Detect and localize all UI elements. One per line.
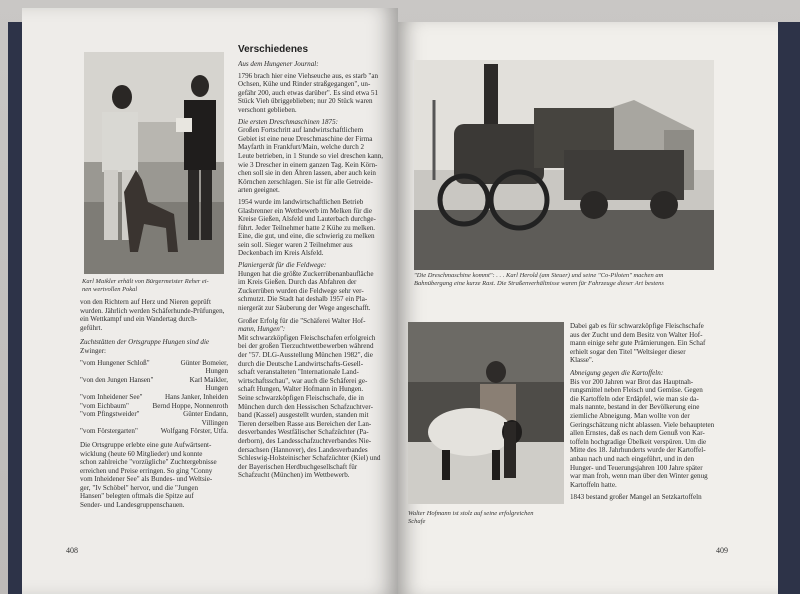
sheep-photo-image: [408, 322, 564, 504]
text-line: Seine schwarzköpfigen Fleischschafe, die in: [238, 393, 364, 402]
text-line: Sender- und Landesgruppenschauen.: [80, 501, 185, 510]
text-line: schmutzt. Die Stadt hat deshalb 1957 ein Pla-: [238, 295, 368, 304]
text-line: wie 3 Drescher in einem ganzen Tag. Kein Körn-: [238, 160, 378, 169]
caption-line: "Die Dreschmaschine kommt": . . . Karl Herold (am Steuer) und seine "Co-Piloten" machen am: [414, 272, 664, 279]
text-line: war man froh, wenn man über den Winter genug: [570, 472, 708, 481]
text-line: Tieren derselben Rasse aus Bereichen der Lan-: [238, 419, 372, 428]
zwinger-entry: [80, 393, 228, 402]
text-line: desverbandes Westfälischer Schafzüchter (Pa-: [238, 428, 369, 437]
sheep-photo-caption: [408, 510, 578, 526]
text-line: mals nannte, bestand in der Bevölkerung eine: [570, 403, 700, 412]
zwinger-place: Villingen: [201, 418, 228, 427]
text-line: geführt.: [80, 323, 103, 332]
text-line: Geringschätzung nicht ablassen. Viele behaupteten: [570, 420, 715, 429]
zwinger-entry: [80, 367, 228, 376]
zwinger-name: "vom Hungener Schloß": [80, 358, 150, 367]
planiergeraet-heading: Planiergerät für die Feldwege:: [238, 261, 327, 270]
text-line: toffeln hochgradige Übelkeit verspüren. Um die: [570, 437, 707, 446]
text-line: Hungen hat die größte Zuckerrübenanbaufläche: [238, 269, 374, 278]
zwinger-place: Hungen: [205, 384, 228, 393]
zwinger-name: "von den Jungen Hansen": [80, 375, 154, 384]
zwinger-owner: Karl Maikler,: [189, 375, 228, 384]
caption-line: Karl Maikler erhält von Bürgermeister Reher ei-: [82, 278, 209, 285]
text-line: die Kartoffeln oder Erdäpfel, wie man sie da-: [570, 394, 699, 403]
zwinger-entry: [80, 376, 228, 385]
text-line: Schleswig-Holsteinischer Schafzüchter (Kiel) und: [238, 454, 381, 463]
text-line: 1796 brach hier eine Viehseuche aus, es starb "an: [238, 71, 379, 80]
text-line: Klasse".: [570, 356, 594, 365]
text-line: Hansen" belegten oftmals die Spitze auf: [80, 492, 194, 501]
schaeferei-heading: mann, Hungen":: [238, 325, 286, 334]
text-line: Großen Fortschritt auf landwirtschaftlichem: [238, 126, 364, 135]
text-line: derborn), des Landesschafzuchtverbandes Nie-: [238, 436, 372, 445]
text-line: ein Wettkampf und ein Wandertag durch-: [80, 315, 197, 324]
zwinger-place: Hungen: [205, 367, 228, 376]
text-line: verschont geblieben.: [238, 105, 297, 114]
text-line: Glasbrenner ein Wettbewerb im Melken für die: [238, 206, 373, 215]
text-line: Gebiet ist eine neue Dreschmaschine der Firma: [238, 134, 373, 143]
zwinger-owner: Bernd Hoppe, Nonnenroth: [152, 401, 228, 410]
text-line: niergerät zur Säuberung der Wege angeschafft.: [238, 304, 371, 313]
text-line: im Kreis Gießen. Durch das Abfahren der: [238, 278, 357, 287]
right-page: [398, 22, 778, 594]
zwinger-entry: [80, 359, 228, 368]
text-line: wirtschaftsschau", war auch die Schäferei ge-: [238, 376, 368, 385]
page-number-left: 408: [66, 546, 78, 555]
caption-line: Bahnübergang eine kurze Rast. Die Straßenverhältnisse waren für Fahrzeuge dieser Art bestens: [414, 280, 664, 287]
zwinger-entry: [80, 384, 228, 393]
text-line: band (Kassel) ausgestellt wurden, standen mit: [238, 411, 369, 420]
zwinger-owner: Hans Janker, Inheiden: [165, 392, 228, 401]
caption-line: nen wertvollen Pokal: [82, 286, 138, 293]
text-line: Ochsen, Kühe und Rinder straßgegangen", un-: [238, 80, 371, 89]
text-line: Mitte des 18. Jahrhunderts wurde der Kartoffel-: [570, 446, 706, 455]
text-line: wicklung (heute 60 Mitglieder) und konnte: [80, 449, 203, 458]
text-line: ziemliche Abneigung. Man wollte von der: [570, 411, 690, 420]
text-line: wurden. Jährlich werden Schäferhunde-Prüfungen,: [80, 306, 225, 315]
text-line: Dabei gab es für schwarzköpfige Fleischschafe: [570, 322, 704, 330]
caption-line: Walter Hofmann ist stolz auf seine erfolgreichen: [408, 510, 534, 517]
zwinger-owner: Günter Bomeier,: [180, 358, 228, 367]
text-line: Mayfarth in Frankfurt/Main, welche durch 2: [238, 143, 365, 152]
dog-award-photo: [84, 52, 224, 274]
text-line: schaft veranstalteten "Internationale Land-: [238, 368, 359, 377]
zwinger-name: "vom Eichbaum": [80, 401, 129, 410]
text-line: München durch den Hessischen Schafzuchtver-: [238, 402, 373, 411]
zwinger-entry: [80, 410, 228, 419]
text-line: von den Richtern auf Herz und Nieren geprüft: [80, 298, 211, 306]
text-line: Kreise Gießen, Alsfeld und Lauterbach durchge-: [238, 215, 376, 224]
text-line: Stück Vieh übriggeblieben; nur 20 Stück waren: [238, 97, 373, 106]
zwinger-entry: [80, 402, 228, 411]
text-line: erhielt sogar den Titel "Weltsieger dieser: [570, 347, 686, 356]
text-line: Zuckerrüben wurden die Feldwege sehr ver-: [238, 286, 364, 295]
text-line: Bis vor 200 Jahren war Brot das Hauptnah-: [570, 377, 694, 386]
left-col2-text: [238, 60, 390, 480]
text-line: Deckenbach im Kreis Alsfeld.: [238, 249, 324, 258]
zuchtstaetten-heading: Zuchtstätten der Ortsgruppe Hungen sind die: [80, 338, 210, 347]
text-line: führt. Jeder Teilnehmer hatte 2 Kühe zu melken.: [238, 223, 376, 232]
threshing-machine-photo: [414, 60, 714, 270]
text-line: Kartoffeln hatte.: [570, 480, 617, 489]
zwinger-owner: Wolfgang Förster, Utfa.: [160, 427, 228, 436]
caption-line: Schafe: [408, 518, 426, 525]
text-line: 1843 bestand großer Mangel an Setzkartoffeln: [570, 493, 702, 502]
threshing-machine-photo-image: [414, 60, 714, 270]
text-line: Mit schwarzköpfigen Fleischschafen erfolgreich: [238, 333, 376, 342]
left-col1-text: [80, 298, 228, 510]
section-title: Verschiedenes: [238, 44, 309, 55]
text-line: chen soll sie in den Ähren lassen, aber auch kein: [238, 169, 376, 178]
zwinger-entry: [80, 427, 228, 436]
zwinger-name: "vom Förstergarten": [80, 427, 138, 436]
zwinger-owner: Günter Endann,: [183, 410, 228, 419]
schaeferei-heading: Großer Erfolg für die "Schäferei Walter Hof-: [238, 316, 366, 325]
text-line: schon zahlreiche "vorzügliche" Zuchtergebnisse: [80, 458, 217, 467]
text-line: der Bayerischen Herdbuchgesellschaft für: [238, 462, 358, 471]
zwinger-name: "vom Inheidener See": [80, 392, 143, 401]
text-line: allen Ernstes, daß es nach dem Genuß von Kar-: [570, 429, 705, 438]
right-col-text: [570, 322, 720, 502]
threshing-photo-caption: [414, 272, 734, 288]
left-page: [22, 8, 398, 594]
text-line: anbau nach und nach eingeführt, und in den: [570, 454, 695, 463]
page-number-right: 409: [716, 546, 728, 555]
text-line: arten geeignet.: [238, 186, 280, 195]
text-line: ger, "Iv Schöbel" hervor, und die "Jungen: [80, 483, 199, 492]
text-line: durch die Deutsche Landwirtschafts-Gesell-: [238, 359, 364, 368]
zwinger-entry: [80, 419, 228, 428]
text-line: Leute betrieben, in 1 Stunde so viel dreschen kann,: [238, 151, 383, 160]
text-line: dersachsen (Hannover), des Landesverbandes: [238, 445, 368, 454]
text-line: mann einige sehr gute Prämierungen. Ein Schaf: [570, 339, 706, 348]
kartoffeln-heading: Abneigung gegen die Kartoffeln:: [570, 368, 664, 377]
text-line: Schafzucht (München) im Wettbewerb.: [238, 471, 350, 480]
text-line: vom Inheidener See" als Bundes- und Weltsie-: [80, 475, 213, 484]
text-line: Hunger- und Teuerungsjahren 100 Jahre später: [570, 463, 703, 472]
text-line: sein soll. Sieger waren 2 Teilnehmer aus: [238, 240, 353, 249]
journal-intro: Aus dem Hungener Journal:: [238, 60, 319, 68]
text-line: Zwinger:: [80, 346, 107, 355]
sheep-photo: [408, 322, 564, 504]
text-line: Eine, die gut, und eine, die schwierig zu melken: [238, 232, 375, 241]
text-line: Körnchen zerschlagen. Sie ist für alle Getreide-: [238, 177, 373, 186]
text-line: Die Ortsgruppe erlebte eine gute Aufwärtsent-: [80, 440, 212, 449]
text-line: bei der großen Tierzuchtwettbewerben während: [238, 342, 374, 351]
text-line: rungsmittel neben Fleisch und Gemüse. Gegen: [570, 386, 703, 395]
text-line: aus der Zucht und dem Besitz von Walter Hof-: [570, 330, 703, 339]
text-line: erreichen und Preise erringen. So ging "Conny: [80, 466, 213, 475]
text-line: schaft Hungen, Walter Hofmann in Hungen.: [238, 385, 364, 394]
dreschmaschinen-heading: Die ersten Dreschmaschinen 1875:: [238, 117, 339, 126]
dog-photo-caption: [82, 278, 232, 294]
dog-award-photo-image: [84, 52, 224, 274]
text-line: der "57. DLG-Ausstellung München 1982", die: [238, 351, 373, 359]
text-line: 1954 wurde im landwirtschaftlichen Betrieb: [238, 197, 364, 206]
zwinger-name: "vom Pfingstweider": [80, 410, 140, 419]
text-line: gefähr 200, auch etwas darüber". Es sind etwa 51: [238, 88, 378, 97]
